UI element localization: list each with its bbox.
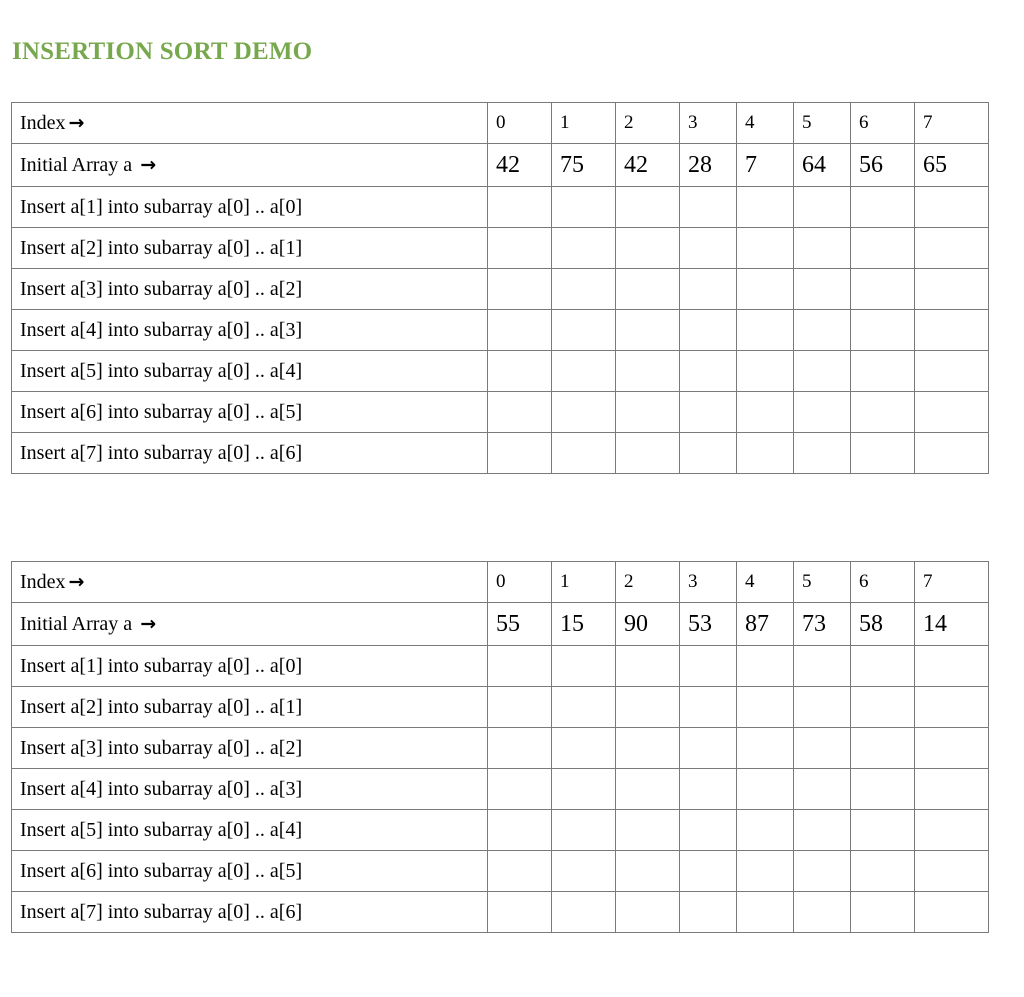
initial-value-cell: 7 [737, 144, 794, 187]
step-cell [488, 769, 552, 810]
step-cell [851, 851, 915, 892]
step-cell [488, 810, 552, 851]
initial-array-label-cell [12, 603, 488, 646]
step-label: Insert a[5] into subarray a[0] .. a[4] [12, 351, 488, 392]
step-cell [915, 769, 989, 810]
initial-value-cell: 55 [488, 603, 552, 646]
step-cell [680, 687, 737, 728]
index-cell-1: 1 [552, 103, 616, 144]
index-cell-4: 4 [737, 103, 794, 144]
step-cell [616, 810, 680, 851]
step-cell [680, 392, 737, 433]
step-cell [737, 310, 794, 351]
step-cell [737, 228, 794, 269]
step-cell [737, 851, 794, 892]
initial-value-cell: 53 [680, 603, 737, 646]
step-cell [794, 892, 851, 933]
index-cell-3: 3 [680, 103, 737, 144]
step-cell [616, 646, 680, 687]
index-cell-3: 3 [680, 562, 737, 603]
initial-value-cell: 14 [915, 603, 989, 646]
step-cell [680, 228, 737, 269]
sort-table-2 [11, 561, 989, 933]
initial-array-row [12, 603, 989, 646]
index-cell-0: 0 [488, 562, 552, 603]
step-cell [851, 728, 915, 769]
initial-value-cell: 28 [680, 144, 737, 187]
step-cell [488, 310, 552, 351]
step-cell [851, 187, 915, 228]
step-cell [488, 851, 552, 892]
step-cell [737, 892, 794, 933]
step-cell [488, 892, 552, 933]
step-label: Insert a[7] into subarray a[0] .. a[6] [12, 433, 488, 474]
initial-value-cell: 56 [851, 144, 915, 187]
step-cell [737, 728, 794, 769]
index-cell-0: 0 [488, 103, 552, 144]
step-cell [794, 646, 851, 687]
step-cell [552, 392, 616, 433]
step-cell [737, 187, 794, 228]
step-row [12, 228, 989, 269]
initial-value-cell: 58 [851, 603, 915, 646]
index-cell-2: 2 [616, 103, 680, 144]
step-label: Insert a[2] into subarray a[0] .. a[1] [12, 687, 488, 728]
step-label: Insert a[4] into subarray a[0] .. a[3] [12, 769, 488, 810]
step-cell [488, 228, 552, 269]
step-row [12, 892, 989, 933]
step-cell [915, 687, 989, 728]
step-cell [915, 851, 989, 892]
step-label: Insert a[6] into subarray a[0] .. a[5] [12, 392, 488, 433]
step-cell [851, 687, 915, 728]
step-cell [552, 646, 616, 687]
step-cell [488, 646, 552, 687]
initial-value-cell: 87 [737, 603, 794, 646]
step-cell [552, 269, 616, 310]
step-cell [915, 892, 989, 933]
step-row [12, 728, 989, 769]
step-row [12, 851, 989, 892]
step-cell [552, 851, 616, 892]
step-cell [616, 728, 680, 769]
step-cell [552, 187, 616, 228]
right-arrow-icon: → [140, 153, 157, 176]
step-cell [737, 269, 794, 310]
step-cell [680, 851, 737, 892]
initial-value-cell: 73 [794, 603, 851, 646]
step-cell [616, 269, 680, 310]
initial-value-cell: 65 [915, 144, 989, 187]
initial-value-cell: 42 [488, 144, 552, 187]
step-cell [680, 433, 737, 474]
step-cell [488, 392, 552, 433]
step-cell [851, 646, 915, 687]
step-cell [552, 810, 616, 851]
step-cell [680, 769, 737, 810]
step-cell [488, 351, 552, 392]
page-title: INSERTION SORT DEMO [12, 38, 313, 65]
step-row [12, 810, 989, 851]
step-cell [915, 228, 989, 269]
step-row [12, 310, 989, 351]
step-cell [915, 646, 989, 687]
step-label: Insert a[7] into subarray a[0] .. a[6] [12, 892, 488, 933]
step-cell [794, 851, 851, 892]
step-cell [851, 392, 915, 433]
index-label-cell [12, 103, 488, 144]
step-cell [680, 810, 737, 851]
step-cell [794, 433, 851, 474]
step-row [12, 433, 989, 474]
step-cell [915, 392, 989, 433]
step-cell [552, 687, 616, 728]
index-row [12, 562, 989, 603]
step-cell [680, 728, 737, 769]
index-cell-7: 7 [915, 562, 989, 603]
step-row [12, 646, 989, 687]
step-cell [851, 310, 915, 351]
step-cell [794, 310, 851, 351]
step-cell [616, 851, 680, 892]
step-cell [851, 351, 915, 392]
step-cell [552, 228, 616, 269]
index-cell-5: 5 [794, 103, 851, 144]
step-cell [794, 351, 851, 392]
step-cell [552, 351, 616, 392]
step-cell [680, 351, 737, 392]
step-cell [616, 687, 680, 728]
initial-value-cell: 90 [616, 603, 680, 646]
step-cell [794, 269, 851, 310]
step-cell [616, 769, 680, 810]
step-row [12, 687, 989, 728]
index-label: Index [20, 570, 66, 593]
initial-value-cell: 64 [794, 144, 851, 187]
step-cell [794, 687, 851, 728]
index-cell-7: 7 [915, 103, 989, 144]
step-cell [680, 646, 737, 687]
step-cell [488, 187, 552, 228]
initial-array-label-cell [12, 144, 488, 187]
step-cell [737, 687, 794, 728]
step-cell [616, 392, 680, 433]
step-cell [737, 433, 794, 474]
step-cell [794, 187, 851, 228]
step-label: Insert a[1] into subarray a[0] .. a[0] [12, 646, 488, 687]
step-cell [737, 646, 794, 687]
step-cell [552, 310, 616, 351]
index-cell-6: 6 [851, 562, 915, 603]
step-cell [616, 187, 680, 228]
step-cell [737, 810, 794, 851]
initial-value-cell: 75 [552, 144, 616, 187]
step-cell [915, 351, 989, 392]
step-row [12, 392, 989, 433]
step-cell [488, 269, 552, 310]
step-cell [616, 310, 680, 351]
step-row [12, 769, 989, 810]
step-cell [851, 228, 915, 269]
step-label: Insert a[3] into subarray a[0] .. a[2] [12, 269, 488, 310]
step-cell [851, 810, 915, 851]
initial-value-cell: 15 [552, 603, 616, 646]
index-row [12, 103, 989, 144]
step-cell [794, 810, 851, 851]
step-cell [616, 892, 680, 933]
step-cell [680, 892, 737, 933]
step-cell [915, 187, 989, 228]
step-cell [680, 310, 737, 351]
step-cell [737, 769, 794, 810]
step-label: Insert a[2] into subarray a[0] .. a[1] [12, 228, 488, 269]
step-cell [488, 728, 552, 769]
step-cell [552, 769, 616, 810]
step-cell [737, 392, 794, 433]
step-row [12, 269, 989, 310]
initial-array-row [12, 144, 989, 187]
step-row [12, 351, 989, 392]
right-arrow-icon: → [140, 612, 157, 635]
step-cell [616, 351, 680, 392]
step-cell [794, 769, 851, 810]
index-cell-4: 4 [737, 562, 794, 603]
step-cell [794, 728, 851, 769]
step-cell [552, 433, 616, 474]
step-cell [488, 433, 552, 474]
step-cell [552, 892, 616, 933]
step-cell [794, 228, 851, 269]
index-cell-2: 2 [616, 562, 680, 603]
step-label: Insert a[3] into subarray a[0] .. a[2] [12, 728, 488, 769]
index-cell-5: 5 [794, 562, 851, 603]
step-cell [616, 433, 680, 474]
step-cell [851, 269, 915, 310]
right-arrow-icon: → [68, 111, 85, 134]
index-label: Index [20, 111, 66, 134]
step-cell [915, 269, 989, 310]
step-label: Insert a[4] into subarray a[0] .. a[3] [12, 310, 488, 351]
initial-array-label: Initial Array a [20, 153, 138, 176]
initial-value-cell: 42 [616, 144, 680, 187]
step-row [12, 187, 989, 228]
step-cell [680, 269, 737, 310]
step-cell [680, 187, 737, 228]
step-cell [851, 892, 915, 933]
step-cell [737, 351, 794, 392]
step-label: Insert a[1] into subarray a[0] .. a[0] [12, 187, 488, 228]
step-cell [851, 769, 915, 810]
sort-table-1 [11, 102, 989, 474]
step-cell [915, 310, 989, 351]
step-label: Insert a[5] into subarray a[0] .. a[4] [12, 810, 488, 851]
index-label-cell [12, 562, 488, 603]
step-cell [488, 687, 552, 728]
step-cell [915, 433, 989, 474]
right-arrow-icon: → [68, 570, 85, 593]
step-cell [851, 433, 915, 474]
step-cell [794, 392, 851, 433]
step-cell [552, 728, 616, 769]
step-label: Insert a[6] into subarray a[0] .. a[5] [12, 851, 488, 892]
index-cell-1: 1 [552, 562, 616, 603]
index-cell-6: 6 [851, 103, 915, 144]
initial-array-label: Initial Array a [20, 612, 138, 635]
step-cell [915, 810, 989, 851]
step-cell [915, 728, 989, 769]
step-cell [616, 228, 680, 269]
